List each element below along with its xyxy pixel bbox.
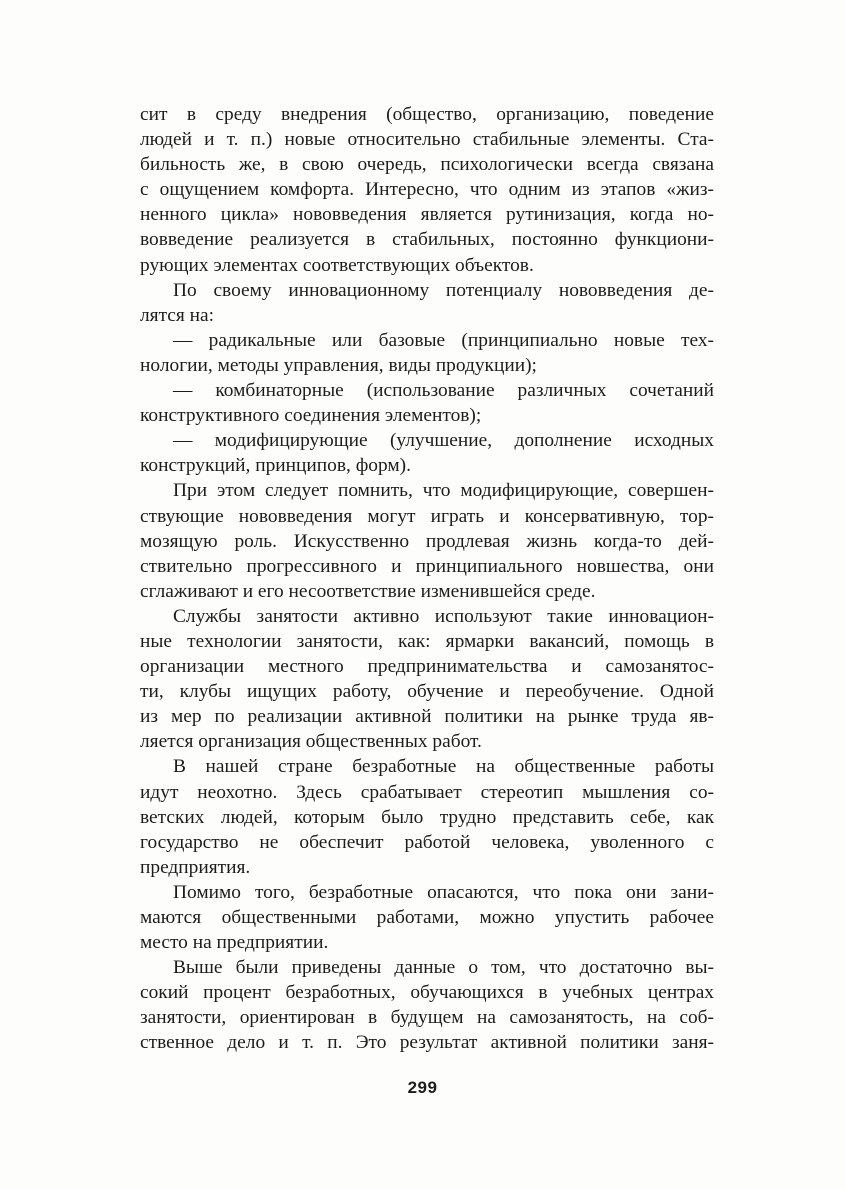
text-line: место на предприятии.: [140, 932, 329, 954]
text-line: ные технологии занятости, как: ярмарки вакансий, помощь в: [140, 630, 714, 652]
text-line: Помимо того, безработные опасаются, что пока они зани-: [173, 881, 714, 903]
text-line: — радикальные или базовые (принципиально новые тех-: [173, 329, 714, 351]
text-line: маются общественными работами, можно упустить рабочее: [140, 907, 714, 928]
text-line: с ощущением комфорта. Интересно, что одним из этапов «жиз-: [140, 179, 714, 201]
text-line: ственное дело и т. п. Это результат активной политики заня-: [140, 1032, 714, 1054]
text-line: Службы занятости активно используют такие инновацион-: [173, 605, 714, 627]
text-line: государство не обеспечит работой человека, уволенного с: [140, 831, 714, 853]
text-line: ветских людей, которым было трудно представить себе, как: [140, 806, 714, 828]
text-line: ствительно прогрессивного и принципиального новшества, они: [140, 555, 714, 577]
body-text: [140, 102, 714, 1056]
text-line: — комбинаторные (использование различных сочетаний: [173, 380, 714, 402]
text-line: Выше были приведены данные о том, что достаточно вы-: [173, 957, 714, 979]
text-line: занятости, ориентирован в будущем на самозанятость, на соб-: [140, 1007, 714, 1029]
text-line: из мер по реализации активной политики на рынке труда яв-: [140, 706, 714, 728]
text-line: вовведение реализуется в стабильных, постоянно функциони-: [140, 229, 714, 251]
text-line: конструкций, принципов, форм).: [140, 455, 411, 477]
page-number: 299: [407, 1078, 438, 1097]
text-line: — модифицирующие (улучшение, дополнение исходных: [173, 430, 714, 452]
text-line: По своему инновационному потенциалу нововведения де-: [173, 279, 714, 301]
text-line: предприятия.: [140, 856, 251, 878]
text-line: сокий процент безработных, обучающихся в учебных центрах: [140, 982, 714, 1004]
text-line: идут неохотно. Здесь срабатывает стереотип мышления со-: [140, 781, 714, 803]
text-line: При этом следует помнить, что модифицирующие, совершен-: [173, 480, 714, 502]
text-line: людей и т. п.) новые относительно стабильные элементы. Ста-: [140, 129, 714, 151]
text-line: ненного цикла» нововведения является рутинизация, когда но-: [140, 204, 714, 226]
text-line: сит в среду внедрения (общество, организацию, поведение: [140, 104, 714, 125]
text-line: мозящую роль. Искусственно продлевая жизнь когда-то дей-: [140, 530, 714, 552]
text-line: ти, клубы ищущих работу, обучение и переобучение. Одной: [140, 681, 714, 703]
text-line: сглаживают и его несоответствие изменившейся среде.: [140, 580, 596, 602]
text-line: рующих элементах соответствующих объектов.: [140, 254, 534, 276]
text-line: В нашей стране безработные на общественные работы: [173, 756, 714, 778]
text-line: нологии, методы управления, виды продукции);: [140, 354, 537, 376]
text-line: ляется организация общественных работ.: [140, 731, 482, 753]
text-line: ствующие нововведения могут играть и консервативную, тор-: [140, 505, 714, 527]
text-line: организации местного предпринимательства и самозанятос-: [140, 656, 714, 678]
text-line: конструктивного соединения элементов);: [140, 405, 482, 427]
text-line: бильность же, в свою очередь, психологически всегда связана: [140, 154, 714, 176]
text-line: лятся на:: [140, 304, 215, 326]
